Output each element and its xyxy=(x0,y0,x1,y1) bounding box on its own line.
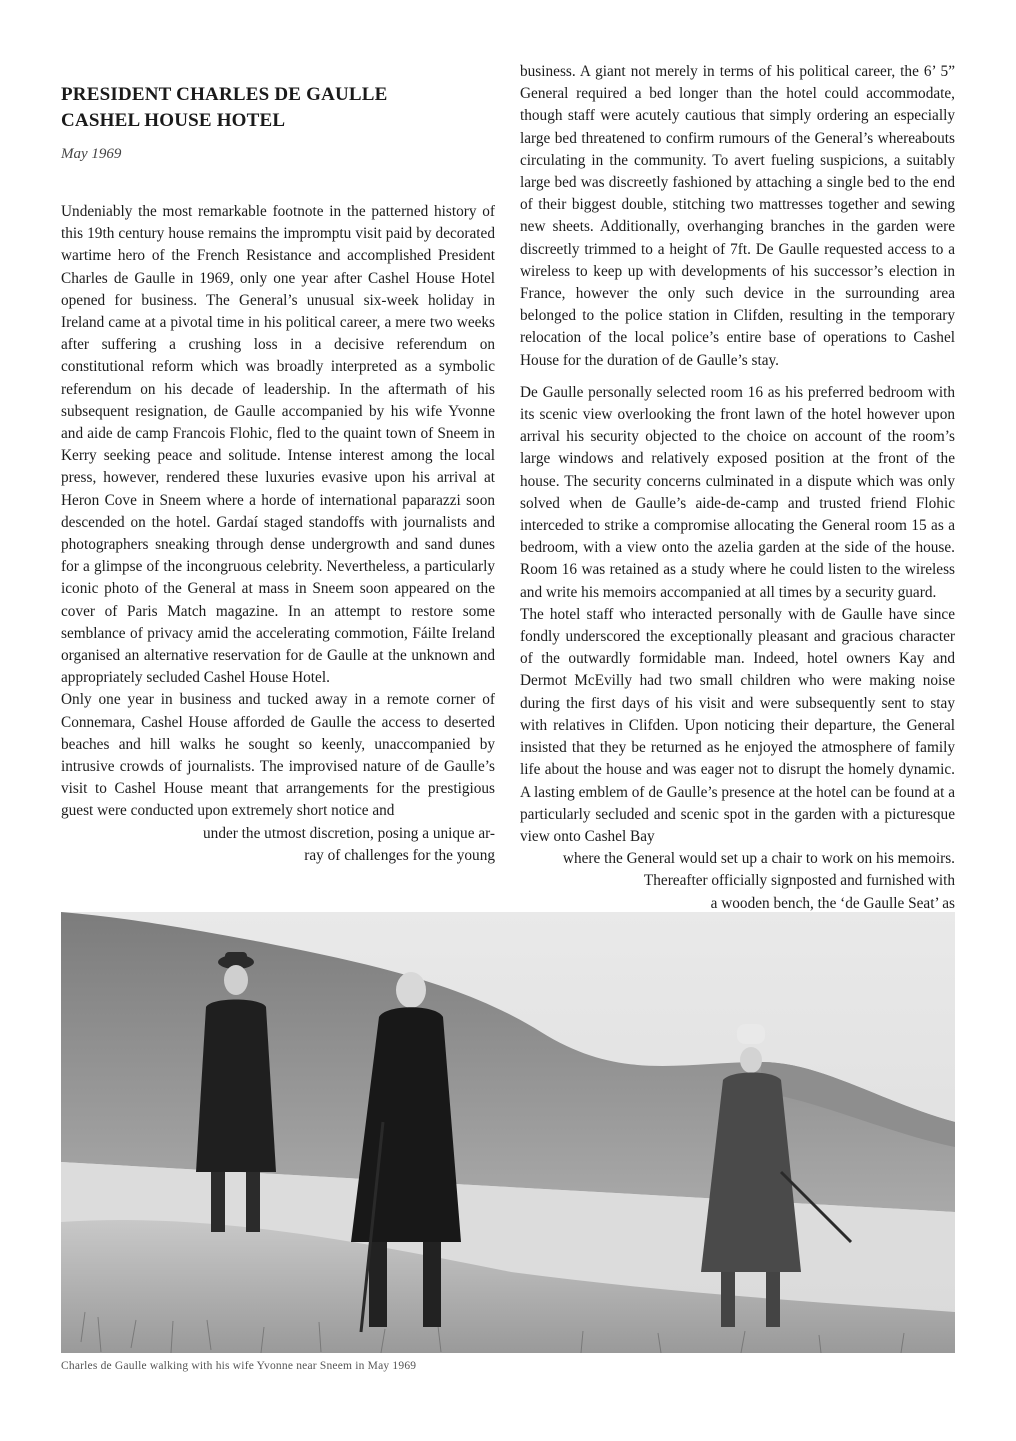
left-tail-line-2: ray of challenges for the young xyxy=(304,846,495,864)
left-column xyxy=(61,201,495,867)
right-paragraph-2: De Gaulle personally selected room 16 as his preferred bedroom with its scenic view overlooking the front lawn of the hotel however upon arrival his security objected to the choice on account of the room’s large windows and relatively exposed position at the front of the house. The security concerns culminated in a dispute which was only solved when de Gaulle’s aide-de-camp and trusted friend Flohic interceded to strike a compromise allocating the General room 15 as a bedroom, with a view onto the azelia garden at the side of the house. Room 16 was retained as a study where he could listen to the wireless and write his memoirs accompanied at all times by a security guard. xyxy=(520,383,955,601)
right-tail-line-3: a wooden bench, the ‘de Gaulle Seat’ as xyxy=(710,894,955,912)
photo-caption: Charles de Gaulle walking with his wife Yvonne near Sneem in May 1969 xyxy=(61,1360,417,1372)
left-tail-line-1: under the utmost discretion, posing a unique ar- xyxy=(203,824,495,842)
right-tail-line-1: where the General would set up a chair to work on his memoirs. xyxy=(562,850,955,868)
right-paragraph-3: The hotel staff who interacted personally with de Gaulle have since fondly underscored the exceptionally pleasant and gracious character of the outwardly formidable man. Indeed, hotel owners Kay and Dermot McEvilly had two small children who were making noise during the first days of his visit and were subsequently sent to stay with relatives in Clifden. Upon noticing their departure, the General insisted that they be returned as he enjoyed the atmosphere of family life about the house and was eager not to disrupt the homely dynamic. A lasting emblem of de Gaulle’s presence at the hotel can be found at a particularly secluded and scenic spot in the garden with a picturesque view onto Cashel Bay xyxy=(520,605,955,845)
photo-de-gaulle-walking xyxy=(61,912,955,1353)
photo-illustration xyxy=(61,912,955,1353)
title-line-1: PRESIDENT CHARLES DE GAULLE xyxy=(61,84,388,105)
left-paragraph-2: Only one year in business and tucked away in a remote corner of Connemara, Cashel House afforded de Gaulle the access to deserted beaches and hill walks he sought so keenly, unaccompanied by intrusive crowds of journalists. The improvised nature of de Gaulle’s visit to Cashel House meant that arrangements for the prestigious guest were conducted upon extremely short notice and xyxy=(61,691,495,820)
article-date: May 1969 xyxy=(61,146,122,162)
right-tail-line-2: Thereafter officially signposted and furnished with xyxy=(643,872,955,890)
left-paragraph-1: Undeniably the most remarkable footnote in the patterned history of this 19th century house remains the impromptu visit paid by decorated wartime hero of the French Resistance and accomplished President Charles de Gaulle in 1969, only one year after Cashel House Hotel opened for business. The General’s unusual six-week holiday in Ireland came at a pivotal time in his political career, a mere two weeks after suffering a crushing loss in a decisive referendum on constitutional reform which was broadly interpreted as a symbolic referendum on his decade of leadership. In the aftermath of his subsequent resignation, de Gaulle accompanied by his wife Yvonne and aide de camp Francois Flohic, fled to the quaint town of Sneem in Kerry seeking peace and solitude. Intense interest among the local press, however, rendered these luxuries evasive upon his arrival at Heron Cove in Sneem where a horde of international paparazzi soon descended on the hotel. Gardaí staged standoffs with journalists and photographers sneaking through dense undergrowth and sand dunes for a glimpse of the incongruous celebrity. Nevertheless, a particularly iconic photo of the General at mass in Sneem soon appeared on the cover of Paris Match magazine. In an attempt to restore some semblance of privacy amid the accelerating commotion, Fáilte Ireland organised an alternative reservation for de Gaulle at the unknown and appropriately secluded Cashel House Hotel. xyxy=(61,203,495,687)
right-column xyxy=(520,61,955,915)
article-title xyxy=(61,82,501,134)
right-paragraph-1: business. A giant not merely in terms of his political career, the 6’ 5” General required a bed longer than the hotel could accommodate, though staff were acutely cautious that simply ordering an especially large bed threatened to confirm rumours of the General’s whereabouts circulating in the community. To avert fueling suspicions, a suitably large bed was discreetly fashioned by attaching a single bed to the end of their biggest double, stitching two mattresses together and sewing new sheets. Additionally, overhanging branches in the garden were discreetly trimmed to a height of 7ft. De Gaulle requested access to a wireless to keep up with developments of his successor’s election in France, however the only such device in the surrounding area belonged to the police station in Clifden, resulting in the temporary relocation of the local police’s entire base of operations to Cashel House for the duration of de Gaulle’s stay. xyxy=(520,63,955,369)
title-line-2: CASHEL HOUSE HOTEL xyxy=(61,110,286,131)
